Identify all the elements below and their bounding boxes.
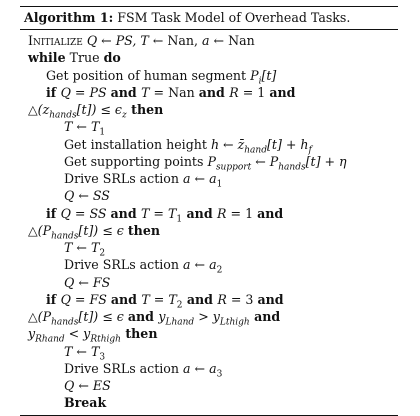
line-segment: if — [46, 205, 61, 221]
line-segment: if — [46, 84, 61, 100]
line-segment: f — [308, 145, 312, 156]
algorithm-line — [20, 136, 398, 156]
line-segment: and — [257, 205, 284, 221]
algorithm-line — [20, 308, 398, 328]
algorithm-body — [20, 30, 398, 413]
line-segment: [t]) ≤ ϵ — [78, 222, 128, 238]
line-segment: Rhand — [35, 334, 65, 345]
line-segment: Get installation height — [64, 136, 211, 152]
algorithm-block — [20, 6, 398, 416]
algorithm-line — [20, 205, 398, 225]
line-segment: T ← T — [64, 240, 100, 255]
line-segment: T ← T — [64, 343, 100, 359]
line-segment: < y — [64, 326, 91, 342]
line-segment: [t] — [261, 67, 277, 83]
line-segment: P — [207, 153, 216, 169]
algorithm-line — [20, 274, 398, 291]
algorithm-line — [20, 222, 398, 242]
line-segment: Lhand — [165, 317, 195, 328]
line-segment: hands — [278, 162, 306, 173]
line-segment: do — [103, 50, 121, 66]
algorithm-line — [20, 32, 398, 49]
line-segment: a ← a — [183, 257, 217, 273]
line-segment: Rthigh — [90, 334, 121, 345]
line-segment: △(P — [28, 309, 52, 324]
line-segment: y — [158, 309, 166, 324]
line-segment: P — [250, 67, 259, 83]
algorithm-line — [20, 84, 398, 101]
line-segment: 2 — [176, 300, 183, 311]
line-segment: then — [120, 326, 158, 342]
algorithm-line — [20, 170, 398, 190]
line-segment: and — [182, 291, 218, 307]
line-segment: 3 — [245, 291, 258, 307]
line-segment: 1 — [245, 205, 258, 221]
line-segment: Nan — [228, 33, 255, 48]
line-segment: hands — [51, 317, 79, 328]
line-segment: Q ← ES — [64, 378, 111, 393]
line-segment: h ← z̄ — [210, 136, 245, 152]
line-segment: [t]) ≤ ϵ — [76, 102, 122, 117]
algorithm-line — [20, 377, 398, 394]
line-segment: 2 — [216, 265, 223, 276]
line-segment: 1 — [176, 214, 183, 225]
line-segment: 1 — [216, 179, 223, 190]
line-segment: △(z — [28, 102, 50, 117]
line-segment: and — [198, 84, 230, 100]
line-segment: support — [215, 162, 252, 173]
line-segment: Initialize — [28, 33, 87, 48]
line-segment: Lthigh — [219, 317, 250, 328]
line-segment: T = — [141, 84, 169, 100]
line-segment: and — [249, 309, 281, 324]
line-segment: Q = PS — [60, 84, 111, 100]
line-segment: Break — [64, 395, 107, 411]
line-segment: hands — [49, 110, 77, 121]
line-segment: a ← — [202, 33, 229, 48]
line-segment: Nan, — [167, 33, 202, 48]
algorithm-line — [20, 153, 398, 173]
line-segment: if — [46, 291, 61, 307]
line-segment: 3 — [216, 369, 223, 380]
line-segment: and — [110, 291, 142, 307]
line-segment: Q ← PS, T ← — [86, 33, 168, 48]
algorithm-line — [20, 343, 398, 363]
line-segment: T = T — [141, 205, 177, 221]
algorithm-line — [20, 118, 398, 138]
line-segment: and — [257, 291, 284, 307]
algorithm-line — [20, 239, 398, 259]
algorithm-line — [20, 67, 398, 87]
line-segment: 3 — [99, 352, 106, 363]
algorithm-line — [20, 360, 398, 380]
line-segment: Drive SRLs action — [64, 171, 184, 186]
line-segment: R = — [217, 205, 246, 221]
line-segment: 1 — [257, 84, 270, 100]
line-segment: T = T — [141, 291, 177, 307]
algorithm-line — [20, 187, 398, 204]
algorithm-line — [20, 49, 398, 66]
line-segment: Get position of human segment — [46, 67, 251, 83]
line-segment: hand — [244, 145, 267, 156]
line-segment: and — [269, 84, 296, 100]
algorithm-line — [20, 325, 398, 345]
line-segment: R = — [217, 291, 246, 307]
algorithm-line — [20, 101, 398, 121]
line-segment: > y — [194, 309, 220, 324]
line-segment: R = — [229, 84, 258, 100]
line-segment: [t] + h — [266, 136, 309, 152]
line-segment: Q = FS — [60, 291, 111, 307]
line-segment: z — [122, 110, 127, 121]
line-segment: a ← a — [183, 171, 217, 186]
line-segment: Nan — [168, 84, 199, 100]
line-segment: Q ← SS — [64, 188, 110, 204]
caption-text: FSM Task Model of Overhead Tasks. — [117, 10, 351, 25]
line-segment: Get supporting points — [64, 153, 208, 169]
line-segment: Drive SRLs action — [64, 360, 184, 376]
line-segment: Q ← FS — [64, 274, 111, 290]
line-segment: True — [65, 50, 104, 66]
line-segment: hands — [51, 231, 79, 242]
line-segment: i — [258, 76, 262, 87]
line-segment: and — [110, 84, 142, 100]
algorithm-caption — [20, 7, 398, 29]
line-segment: △(P — [28, 222, 52, 238]
line-segment: 2 — [99, 248, 106, 259]
algorithm-line — [20, 256, 398, 276]
line-segment: Q = SS — [60, 205, 111, 221]
line-segment: and — [110, 205, 142, 221]
line-segment: a ← a — [183, 360, 217, 376]
bottom-rule — [20, 415, 398, 416]
line-segment: Drive SRLs action — [64, 257, 184, 273]
line-segment: then — [127, 222, 160, 238]
line-segment: y — [28, 326, 36, 342]
line-segment: [t]) ≤ ϵ — [78, 309, 128, 324]
line-segment: then — [126, 102, 164, 117]
line-segment: T ← T — [64, 119, 100, 135]
line-segment: and — [127, 309, 159, 324]
line-segment: ← P — [251, 153, 279, 169]
line-segment: while — [28, 50, 66, 66]
line-segment: [t] + η — [305, 153, 347, 169]
caption-label: Algorithm 1: — [24, 10, 114, 25]
algorithm-line — [20, 291, 398, 311]
line-segment: and — [182, 205, 218, 221]
line-segment: 1 — [99, 127, 106, 138]
